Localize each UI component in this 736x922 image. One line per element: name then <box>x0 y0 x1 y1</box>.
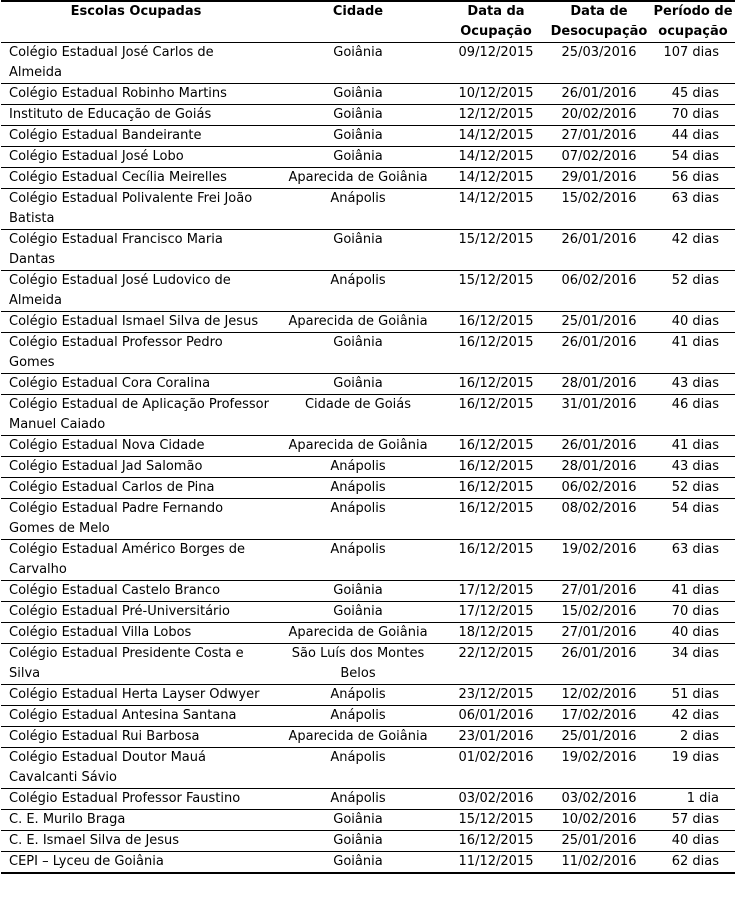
cell-occupation-date: 22/12/2015 <box>445 644 547 685</box>
cell-city: Anápolis <box>271 457 445 478</box>
cell-school: Colégio Estadual Professor Pedro Gomes <box>1 333 271 374</box>
cell-period: 40 dias <box>651 623 735 644</box>
cell-city: Goiânia <box>271 831 445 852</box>
cell-vacate-date: 17/02/2016 <box>547 706 651 727</box>
table-body <box>1 43 735 874</box>
cell-city: Aparecida de Goiânia <box>271 436 445 457</box>
cell-vacate-date: 26/01/2016 <box>547 333 651 374</box>
cell-period: 44 dias <box>651 126 735 147</box>
cell-vacate-date: 19/02/2016 <box>547 540 651 581</box>
table-row <box>1 105 735 126</box>
cell-occupation-date: 16/12/2015 <box>445 374 547 395</box>
cell-vacate-date: 29/01/2016 <box>547 168 651 189</box>
cell-occupation-date: 01/02/2016 <box>445 748 547 789</box>
cell-school: Colégio Estadual Américo Borges de Carvalho <box>1 540 271 581</box>
table-row <box>1 602 735 623</box>
cell-city: Aparecida de Goiânia <box>271 168 445 189</box>
cell-school: Colégio Estadual Jad Salomão <box>1 457 271 478</box>
cell-occupation-date: 14/12/2015 <box>445 126 547 147</box>
cell-city: Goiânia <box>271 333 445 374</box>
cell-city: Anápolis <box>271 271 445 312</box>
cell-vacate-date: 15/02/2016 <box>547 602 651 623</box>
table-row <box>1 436 735 457</box>
cell-period: 1 dia <box>651 789 735 810</box>
table-row <box>1 831 735 852</box>
cell-vacate-date: 26/01/2016 <box>547 84 651 105</box>
cell-school: Colégio Estadual Antesina Santana <box>1 706 271 727</box>
table-row <box>1 581 735 602</box>
table-row <box>1 230 735 271</box>
cell-city: Goiânia <box>271 810 445 831</box>
cell-city: Goiânia <box>271 84 445 105</box>
cell-vacate-date: 26/01/2016 <box>547 644 651 685</box>
cell-school: Colégio Estadual Nova Cidade <box>1 436 271 457</box>
cell-vacate-date: 11/02/2016 <box>547 852 651 874</box>
cell-school: C. E. Ismael Silva de Jesus <box>1 831 271 852</box>
cell-occupation-date: 15/12/2015 <box>445 271 547 312</box>
table-row <box>1 395 735 436</box>
cell-occupation-date: 16/12/2015 <box>445 499 547 540</box>
cell-period: 42 dias <box>651 230 735 271</box>
cell-period: 43 dias <box>651 457 735 478</box>
cell-city: Anápolis <box>271 685 445 706</box>
cell-occupation-date: 14/12/2015 <box>445 189 547 230</box>
cell-period: 2 dias <box>651 727 735 748</box>
cell-period: 70 dias <box>651 602 735 623</box>
cell-city: Goiânia <box>271 581 445 602</box>
cell-city: Goiânia <box>271 43 445 84</box>
cell-city: Goiânia <box>271 602 445 623</box>
cell-occupation-date: 23/01/2016 <box>445 727 547 748</box>
cell-occupation-date: 16/12/2015 <box>445 478 547 499</box>
cell-vacate-date: 12/02/2016 <box>547 685 651 706</box>
header-city: Cidade <box>271 1 445 43</box>
table-row <box>1 43 735 84</box>
cell-vacate-date: 06/02/2016 <box>547 478 651 499</box>
cell-city: Aparecida de Goiânia <box>271 727 445 748</box>
cell-occupation-date: 12/12/2015 <box>445 105 547 126</box>
cell-vacate-date: 27/01/2016 <box>547 623 651 644</box>
cell-period: 46 dias <box>651 395 735 436</box>
cell-period: 42 dias <box>651 706 735 727</box>
cell-occupation-date: 14/12/2015 <box>445 147 547 168</box>
cell-vacate-date: 25/01/2016 <box>547 312 651 333</box>
cell-school: Colégio Estadual José Lobo <box>1 147 271 168</box>
cell-vacate-date: 31/01/2016 <box>547 395 651 436</box>
cell-period: 40 dias <box>651 831 735 852</box>
table-row <box>1 312 735 333</box>
cell-city: Anápolis <box>271 789 445 810</box>
cell-occupation-date: 23/12/2015 <box>445 685 547 706</box>
cell-period: 62 dias <box>651 852 735 874</box>
cell-occupation-date: 16/12/2015 <box>445 831 547 852</box>
table-row <box>1 727 735 748</box>
table-row <box>1 706 735 727</box>
cell-period: 56 dias <box>651 168 735 189</box>
cell-school: Colégio Estadual Carlos de Pina <box>1 478 271 499</box>
cell-period: 40 dias <box>651 312 735 333</box>
cell-occupation-date: 16/12/2015 <box>445 395 547 436</box>
header-occupation-date: Data da Ocupação <box>445 1 547 43</box>
table-header-row <box>1 1 735 43</box>
cell-city: Goiânia <box>271 126 445 147</box>
table-row <box>1 457 735 478</box>
cell-vacate-date: 28/01/2016 <box>547 457 651 478</box>
cell-school: Colégio Estadual Polivalente Frei João Batista <box>1 189 271 230</box>
table-row <box>1 147 735 168</box>
table-row <box>1 478 735 499</box>
cell-school: Colégio Estadual de Aplicação Professor Manuel Caiado <box>1 395 271 436</box>
cell-school: Colégio Estadual Presidente Costa e Silva <box>1 644 271 685</box>
cell-period: 70 dias <box>651 105 735 126</box>
table-row <box>1 748 735 789</box>
cell-school: Colégio Estadual Professor Faustino <box>1 789 271 810</box>
cell-vacate-date: 08/02/2016 <box>547 499 651 540</box>
cell-occupation-date: 16/12/2015 <box>445 436 547 457</box>
cell-occupation-date: 18/12/2015 <box>445 623 547 644</box>
cell-period: 41 dias <box>651 436 735 457</box>
table-row <box>1 623 735 644</box>
cell-vacate-date: 06/02/2016 <box>547 271 651 312</box>
table-row <box>1 644 735 685</box>
cell-city: Anápolis <box>271 499 445 540</box>
cell-period: 63 dias <box>651 540 735 581</box>
cell-vacate-date: 03/02/2016 <box>547 789 651 810</box>
cell-school: Colégio Estadual Cecília Meirelles <box>1 168 271 189</box>
cell-occupation-date: 16/12/2015 <box>445 312 547 333</box>
table-row <box>1 84 735 105</box>
cell-occupation-date: 16/12/2015 <box>445 333 547 374</box>
cell-school: Colégio Estadual Herta Layser Odwyer <box>1 685 271 706</box>
cell-school: Colégio Estadual Robinho Martins <box>1 84 271 105</box>
cell-occupation-date: 17/12/2015 <box>445 581 547 602</box>
cell-period: 52 dias <box>651 271 735 312</box>
cell-vacate-date: 25/01/2016 <box>547 831 651 852</box>
cell-occupation-date: 11/12/2015 <box>445 852 547 874</box>
cell-school: Colégio Estadual Pré-Universitário <box>1 602 271 623</box>
header-period: Período de ocupação <box>651 1 735 43</box>
cell-vacate-date: 19/02/2016 <box>547 748 651 789</box>
cell-vacate-date: 07/02/2016 <box>547 147 651 168</box>
cell-period: 34 dias <box>651 644 735 685</box>
cell-school: C. E. Murilo Braga <box>1 810 271 831</box>
cell-occupation-date: 16/12/2015 <box>445 457 547 478</box>
cell-city: Anápolis <box>271 540 445 581</box>
table-row <box>1 789 735 810</box>
cell-city: São Luís dos Montes Belos <box>271 644 445 685</box>
cell-occupation-date: 10/12/2015 <box>445 84 547 105</box>
cell-city: Goiânia <box>271 105 445 126</box>
table-row <box>1 126 735 147</box>
table-row <box>1 810 735 831</box>
cell-school: Colégio Estadual Padre Fernando Gomes de Melo <box>1 499 271 540</box>
cell-city: Goiânia <box>271 374 445 395</box>
cell-period: 45 dias <box>651 84 735 105</box>
cell-period: 63 dias <box>651 189 735 230</box>
table-row <box>1 540 735 581</box>
cell-period: 41 dias <box>651 581 735 602</box>
cell-occupation-date: 06/01/2016 <box>445 706 547 727</box>
cell-school: Instituto de Educação de Goiás <box>1 105 271 126</box>
header-school: Escolas Ocupadas <box>1 1 271 43</box>
cell-city: Anápolis <box>271 706 445 727</box>
cell-vacate-date: 26/01/2016 <box>547 230 651 271</box>
cell-school: Colégio Estadual Villa Lobos <box>1 623 271 644</box>
cell-occupation-date: 17/12/2015 <box>445 602 547 623</box>
occupied-schools-table <box>1 0 735 874</box>
cell-occupation-date: 16/12/2015 <box>445 540 547 581</box>
cell-city: Goiânia <box>271 230 445 271</box>
cell-vacate-date: 27/01/2016 <box>547 581 651 602</box>
table-row <box>1 168 735 189</box>
cell-occupation-date: 15/12/2015 <box>445 810 547 831</box>
cell-occupation-date: 03/02/2016 <box>445 789 547 810</box>
cell-school: Colégio Estadual Bandeirante <box>1 126 271 147</box>
cell-city: Aparecida de Goiânia <box>271 623 445 644</box>
cell-school: Colégio Estadual Francisco Maria Dantas <box>1 230 271 271</box>
cell-period: 51 dias <box>651 685 735 706</box>
cell-period: 52 dias <box>651 478 735 499</box>
cell-period: 54 dias <box>651 147 735 168</box>
table-row <box>1 189 735 230</box>
table-row <box>1 374 735 395</box>
cell-period: 107 dias <box>651 43 735 84</box>
cell-occupation-date: 15/12/2015 <box>445 230 547 271</box>
cell-school: Colégio Estadual José Ludovico de Almeida <box>1 271 271 312</box>
cell-vacate-date: 20/02/2016 <box>547 105 651 126</box>
cell-city: Cidade de Goiás <box>271 395 445 436</box>
cell-occupation-date: 14/12/2015 <box>445 168 547 189</box>
table-row <box>1 499 735 540</box>
cell-city: Goiânia <box>271 147 445 168</box>
cell-school: Colégio Estadual Doutor Mauá Cavalcanti Sávio <box>1 748 271 789</box>
cell-city: Anápolis <box>271 478 445 499</box>
cell-school: Colégio Estadual Ismael Silva de Jesus <box>1 312 271 333</box>
cell-occupation-date: 09/12/2015 <box>445 43 547 84</box>
cell-school: Colégio Estadual Cora Coralina <box>1 374 271 395</box>
cell-vacate-date: 26/01/2016 <box>547 436 651 457</box>
table-row <box>1 852 735 874</box>
cell-period: 57 dias <box>651 810 735 831</box>
header-vacate-date: Data de Desocupação <box>547 1 651 43</box>
cell-period: 41 dias <box>651 333 735 374</box>
cell-vacate-date: 15/02/2016 <box>547 189 651 230</box>
cell-school: Colégio Estadual José Carlos de Almeida <box>1 43 271 84</box>
cell-vacate-date: 10/02/2016 <box>547 810 651 831</box>
table-row <box>1 685 735 706</box>
cell-city: Aparecida de Goiânia <box>271 312 445 333</box>
cell-school: Colégio Estadual Castelo Branco <box>1 581 271 602</box>
cell-school: CEPI – Lyceu de Goiânia <box>1 852 271 874</box>
cell-vacate-date: 25/01/2016 <box>547 727 651 748</box>
cell-vacate-date: 28/01/2016 <box>547 374 651 395</box>
cell-school: Colégio Estadual Rui Barbosa <box>1 727 271 748</box>
table-row <box>1 333 735 374</box>
cell-city: Goiânia <box>271 852 445 874</box>
table-row <box>1 271 735 312</box>
cell-vacate-date: 25/03/2016 <box>547 43 651 84</box>
cell-city: Anápolis <box>271 748 445 789</box>
cell-period: 54 dias <box>651 499 735 540</box>
cell-period: 19 dias <box>651 748 735 789</box>
cell-period: 43 dias <box>651 374 735 395</box>
cell-city: Anápolis <box>271 189 445 230</box>
cell-vacate-date: 27/01/2016 <box>547 126 651 147</box>
